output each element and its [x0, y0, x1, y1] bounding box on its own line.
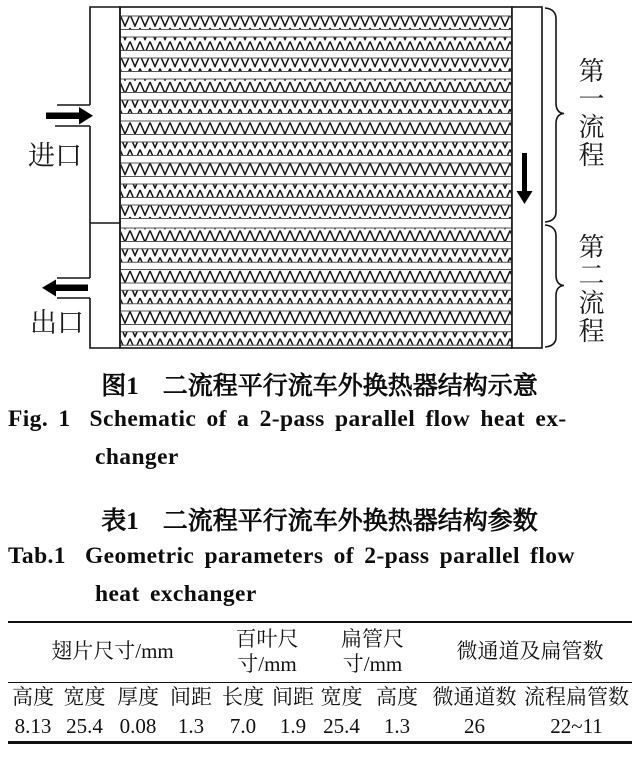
inlet-arrow-icon — [46, 107, 93, 125]
col-group-louver — [217, 622, 317, 682]
col-group-channel-line1: 微通道及扁管数 — [456, 639, 604, 664]
th-fin-thickness: 厚度 — [117, 685, 159, 710]
td-tube-width: 25.4 — [323, 714, 360, 739]
col-group-tube — [317, 622, 428, 682]
td-fin-width: 25.4 — [66, 714, 103, 739]
pass1-label: 第一流程 — [575, 57, 604, 169]
col-group-louver-line2: 寸/mm — [237, 652, 297, 677]
td-louver-length: 7.0 — [229, 714, 257, 739]
pass1-brace — [545, 8, 564, 222]
col-group-louver-line1: 百叶尺 — [235, 626, 299, 651]
col-group-channel — [428, 622, 632, 682]
outlet-label: 出口 — [30, 308, 84, 338]
pass2-label: 第二流程 — [575, 233, 604, 345]
th-louver-length: 长度 — [222, 685, 265, 710]
th-fin-height: 高度 — [12, 685, 54, 710]
figure-caption-en-text2: changer — [95, 444, 179, 470]
figure-caption-cn-label: 图1 — [101, 373, 139, 400]
td-louver-pitch: 1.9 — [279, 714, 307, 739]
table-caption-en-text2: heat exchanger — [95, 581, 257, 607]
col-group-tube-line2: 寸/mm — [342, 652, 403, 677]
th-louver-pitch: 间距 — [272, 685, 315, 710]
figure-caption-cn — [0, 366, 639, 402]
inlet-label: 进口 — [28, 141, 82, 171]
figure-caption-en-text: Schematic of a 2-pass parallel flow heat ex- — [89, 406, 567, 432]
td-tube-height: 1.3 — [383, 714, 411, 739]
left-header-tank — [90, 7, 120, 348]
th-fin-width: 宽度 — [63, 685, 106, 710]
td-microchannel-count: 26 — [464, 714, 486, 739]
table-caption-en-text: Geometric parameters of 2-pass parallel flow — [84, 543, 575, 569]
th-fin-pitch: 间距 — [170, 685, 212, 710]
col-group-tube-line1: 扁管尺 — [341, 626, 405, 651]
figure-caption-en-label: Fig. 1 — [8, 406, 71, 432]
table-caption-en-cont — [95, 581, 257, 608]
pass2-brace — [545, 225, 564, 347]
col-group-fin — [8, 622, 217, 682]
values-row — [8, 714, 632, 742]
th-microchannel-count: 微通道数 — [432, 685, 517, 710]
th-tube-height: 高度 — [376, 685, 419, 710]
sub-header-row — [8, 682, 632, 714]
td-fin-height: 8.13 — [14, 714, 52, 739]
td-fin-thickness: 0.08 — [119, 714, 157, 739]
td-pass-tube-count: 22~11 — [550, 714, 603, 739]
th-tube-width: 宽度 — [320, 685, 363, 710]
group-header-row — [8, 622, 632, 682]
table-caption-en — [8, 543, 575, 570]
heat-exchanger-schematic — [0, 0, 639, 362]
figure-caption-en — [8, 406, 567, 433]
th-pass-tube-count: 流程扁管数 — [524, 685, 630, 710]
table-caption-cn — [0, 501, 639, 537]
figure-caption-en-cont — [95, 444, 179, 471]
table-caption-en-label: Tab.1 — [8, 543, 66, 569]
col-group-fin-line1: 翅片尺寸/mm — [51, 639, 174, 664]
outlet-arrow-icon — [42, 280, 88, 297]
table-caption-cn-text: 二流程平行流车外换热器结构参数 — [162, 508, 538, 535]
figure-caption-cn-text: 二流程平行流车外换热器结构示意 — [162, 373, 538, 400]
parameters-table — [8, 621, 632, 744]
td-fin-pitch: 1.3 — [177, 714, 205, 739]
table-caption-cn-label: 表1 — [101, 508, 139, 535]
